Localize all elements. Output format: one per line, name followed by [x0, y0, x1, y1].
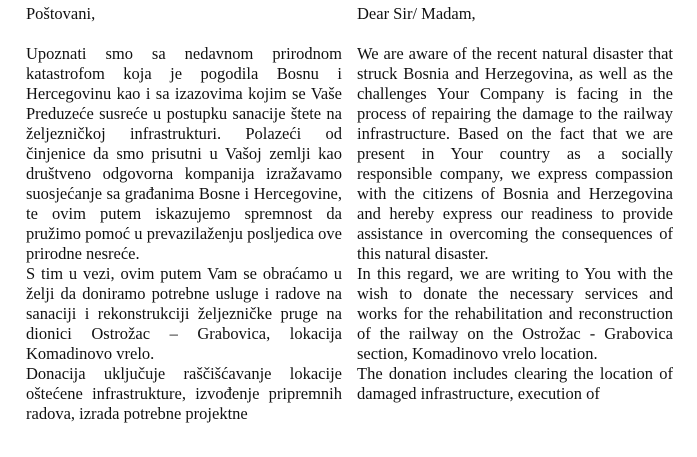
paragraph-bosnian-1: Upoznati smo sa nedavnom prirodnom katastrofom koja je pogodila Bosnu i Hercegovinu kao i sa izazovima kojim se Vaše Preduzeće susreće u postupku sanacije štete na željezničkoj infrastrukturi. Polazeći od činjenice da smo prisutni u Vašoj zemlji kao društveno odgovorna kompanija izražavamo suosjećanje sa građanima Bosne i Hercegovine, te ovim putem iskazujemo spremnost da pružimo pomoć u prevazilaženju posljedica ove prirodne nesreće.: [26, 44, 342, 263]
paragraph-bosnian-3: Donacija uključuje raščišćavanje lokacije oštećene infrastrukture, izvođenje pripremnih radova, izrada potrebne projektne: [26, 364, 342, 423]
paragraph-english-3: The donation includes clearing the location of damaged infrastructure, execution of: [357, 364, 673, 403]
paragraph-bosnian-2: S tim u vezi, ovim putem Vam se obraćamo u želji da doniramo potrebne usluge i radove na sanaciji i rekonstrukciji željezničke pruge na dionici Ostrožac – Grabovica, lokacija Komadinovo vrelo.: [26, 264, 342, 363]
bosnian-column: [26, 4, 342, 424]
english-column: [357, 4, 673, 404]
paragraph-english-1: We are aware of the recent natural disaster that struck Bosnia and Herzegovina, as well as the challenges Your Company is facing in the process of repairing the damage to the railway infrastructure. Based on the fact that we are present in Your country as a socially responsible company, we express compassion with the citizens of Bosnia and Herzegovina and hereby express our readiness to provide assistance in overcoming the consequences of this natural disaster.: [357, 44, 673, 263]
paragraph-english-2: In this regard, we are writing to You with the wish to donate the necessary services and works for the rehabilitation and reconstruction of the railway on the Ostrožac - Grabovica section, Komadinovo vrelo location.: [357, 264, 673, 363]
greeting-english: Dear Sir/ Madam,: [357, 4, 476, 23]
greeting-bosnian: Poštovani,: [26, 4, 96, 23]
